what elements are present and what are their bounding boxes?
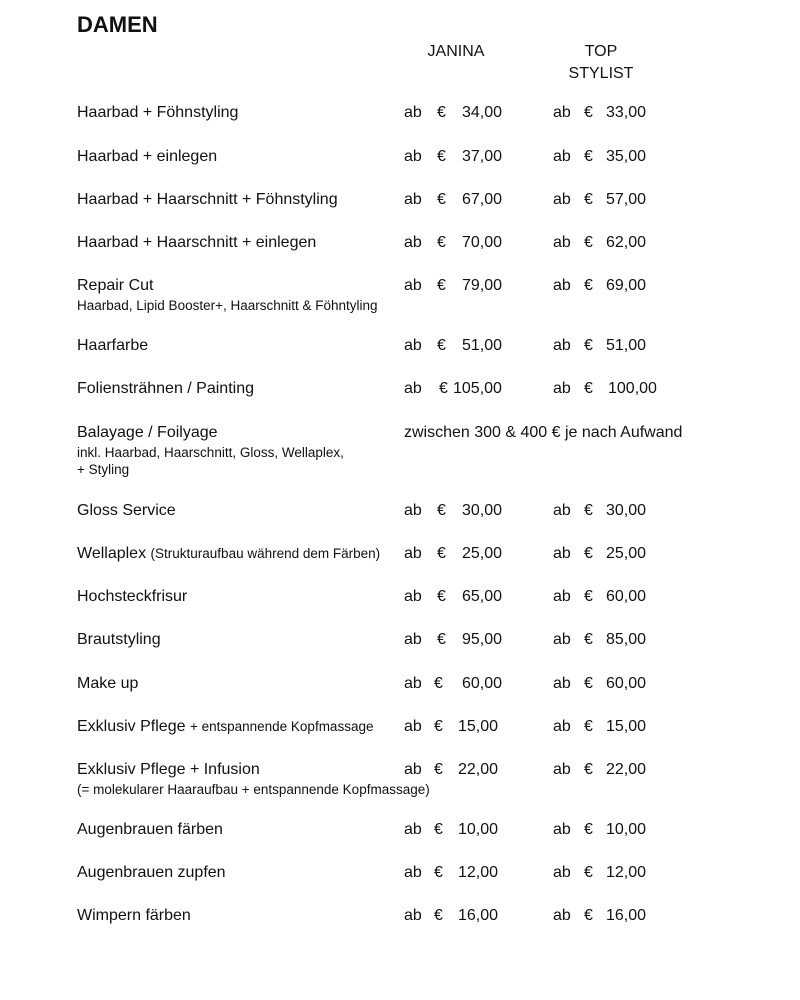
prefix-top: ab [553,380,571,397]
currency-top: € [584,380,593,397]
prefix-top: ab [553,718,571,735]
currency-janina: € [434,761,443,778]
service-description: (= molekularer Haaraufbau + entspannende Kopfmassage) [77,782,430,797]
prefix-janina: ab [404,380,422,397]
currency-janina: € [437,545,446,562]
price-janina: 95,00 [462,631,503,648]
currency-janina: € [434,675,443,692]
price-janina: 79,00 [462,277,503,294]
prefix-janina: ab [404,821,422,838]
currency-top: € [584,545,593,562]
price-janina: 22,00 [458,761,499,778]
price-janina: 51,00 [462,337,503,354]
service-name: Augenbrauen färben [77,821,223,838]
service-name: Augenbrauen zupfen [77,864,226,881]
currency-janina: € [437,104,446,121]
prefix-janina: ab [404,148,422,165]
price-janina: 70,00 [462,234,503,251]
price-top: 62,00 [606,234,647,251]
prefix-janina: ab [404,277,422,294]
prefix-janina: ab [404,337,422,354]
prefix-top: ab [553,631,571,648]
service-title: Exklusiv Pflege [77,718,186,735]
prefix-janina: ab [404,864,422,881]
service-name: Haarfarbe [77,337,149,354]
service-note: + entspannende Kopfmassage [189,719,374,734]
prefix-janina: ab [404,234,422,251]
prefix-top: ab [553,502,571,519]
prefix-top: ab [553,277,571,294]
price-top: 12,00 [606,864,647,881]
prefix-top: ab [553,761,571,778]
column-header-top-line1: TOP [584,43,618,60]
currency-top: € [584,675,593,692]
prefix-top: ab [553,675,571,692]
service-name: Balayage / Foilyage [77,424,218,441]
currency-janina: € [437,337,446,354]
currency-janina: € [437,277,446,294]
service-description: inkl. Haarbad, Haarschnitt, Gloss, Wellaplex, [77,445,344,460]
price-top: 57,00 [606,191,647,208]
prefix-top: ab [553,907,571,924]
price-janina: 65,00 [462,588,503,605]
price-janina: 105,00 [453,380,502,397]
currency-top: € [584,718,593,735]
service-title: Wellaplex [77,545,147,562]
service-name: Foliensträhnen / Painting [77,380,254,397]
price-janina: 10,00 [458,821,499,838]
currency-top: € [584,761,593,778]
price-janina: 15,00 [458,718,499,735]
currency-janina: € [437,502,446,519]
price-janina: 60,00 [462,675,503,692]
currency-janina: € [437,234,446,251]
service-name: Repair Cut [77,277,154,294]
currency-janina: € [434,864,443,881]
price-janina: 16,00 [458,907,499,924]
prefix-janina: ab [404,588,422,605]
price-janina: 25,00 [462,545,503,562]
price-range-text: zwischen 300 & 400 € je nach Aufwand [404,424,683,441]
price-top: 35,00 [606,148,647,165]
currency-top: € [584,234,593,251]
prefix-janina: ab [404,907,422,924]
service-name: Gloss Service [77,502,176,519]
prefix-janina: ab [404,631,422,648]
prefix-janina: ab [404,191,422,208]
prefix-top: ab [553,148,571,165]
prefix-top: ab [553,234,571,251]
currency-top: € [584,148,593,165]
currency-janina: € [437,588,446,605]
price-top: 22,00 [606,761,647,778]
column-header-janina: JANINA [427,43,485,60]
currency-janina: € [437,191,446,208]
page-title: DAMEN [77,12,158,37]
prefix-top: ab [553,588,571,605]
currency-top: € [584,277,593,294]
currency-top: € [584,191,593,208]
currency-top: € [584,821,593,838]
price-top: 69,00 [606,277,647,294]
prefix-top: ab [553,337,571,354]
column-header-top-stylist [550,41,652,85]
service-note: (Strukturaufbau während dem Färben) [150,546,381,561]
service-name: Haarbad + Haarschnitt + Föhnstyling [77,191,338,208]
currency-janina: € [434,718,443,735]
price-top: 30,00 [606,502,647,519]
service-name [77,718,373,736]
currency-janina: € [434,907,443,924]
price-top: 10,00 [606,821,647,838]
currency-janina: € [439,380,448,397]
service-name [77,545,380,563]
prefix-janina: ab [404,502,422,519]
prefix-top: ab [553,545,571,562]
price-top: 15,00 [606,718,647,735]
prefix-top: ab [553,821,571,838]
prefix-janina: ab [404,761,422,778]
price-top: 85,00 [606,631,647,648]
price-janina: 30,00 [462,502,503,519]
service-name: Make up [77,675,139,692]
service-name: Haarbad + einlegen [77,148,218,165]
prefix-top: ab [553,864,571,881]
currency-janina: € [437,148,446,165]
column-header-top-line2: STYLIST [568,65,634,82]
prefix-janina: ab [404,545,422,562]
service-name: Hochsteckfrisur [77,588,188,605]
service-description-line2: + Styling [77,462,130,477]
currency-janina: € [437,631,446,648]
prefix-janina: ab [404,675,422,692]
currency-top: € [584,337,593,354]
currency-janina: € [434,821,443,838]
prefix-janina: ab [404,104,422,121]
prefix-top: ab [553,191,571,208]
currency-top: € [584,864,593,881]
price-top: 33,00 [606,104,647,121]
price-janina: 67,00 [462,191,503,208]
service-name: Haarbad + Föhnstyling [77,104,239,121]
price-janina: 12,00 [458,864,499,881]
service-name: Brautstyling [77,631,161,648]
price-top: 60,00 [606,588,647,605]
price-top: 16,00 [606,907,647,924]
price-top: 51,00 [606,337,647,354]
currency-top: € [584,104,593,121]
service-name: Haarbad + Haarschnitt + einlegen [77,234,317,251]
currency-top: € [584,907,593,924]
currency-top: € [584,588,593,605]
price-top: 100,00 [608,380,657,397]
price-janina: 37,00 [462,148,503,165]
service-description: Haarbad, Lipid Booster+, Haarschnitt & Föhntyling [77,298,378,313]
service-name: Exklusiv Pflege + Infusion [77,761,260,778]
prefix-top: ab [553,104,571,121]
prefix-janina: ab [404,718,422,735]
price-top: 25,00 [606,545,647,562]
price-top: 60,00 [606,675,647,692]
currency-top: € [584,631,593,648]
service-name: Wimpern färben [77,907,191,924]
price-janina: 34,00 [462,104,503,121]
currency-top: € [584,502,593,519]
